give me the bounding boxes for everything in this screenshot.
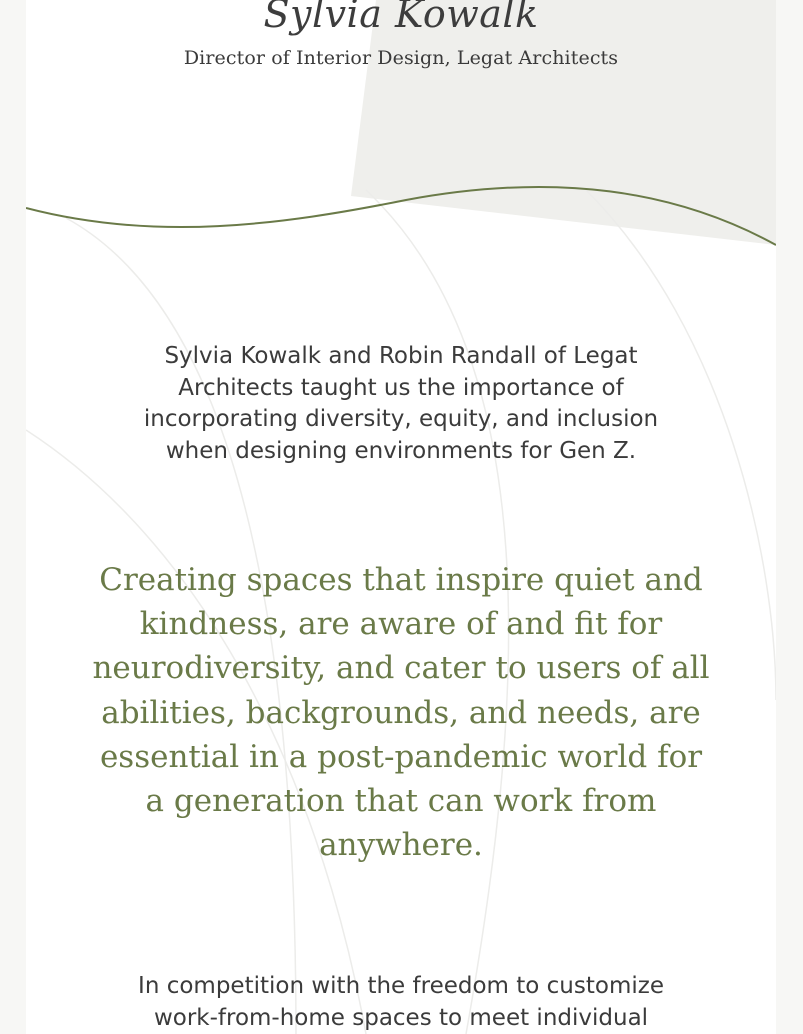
body-paragraph: In competition with the freedom to customize work-from-home spaces to meet individual xyxy=(138,973,664,1031)
pull-quote: Creating spaces that inspire quiet and kindness, are aware of and fit for neurodiversity, and cater to users of all abilities, backgrounds, and needs, are essential in a post-pandemic world for a generation that can work from anywhere. xyxy=(92,562,710,864)
author-role: Director of Interior Design, Legat Architects xyxy=(183,47,619,69)
shaded-corner-panel xyxy=(351,0,776,245)
intro-paragraph: Sylvia Kowalk and Robin Randall of Legat Architects taught us the importance of incorporating diversity, equity, and inclusion when designing environments for Gen Z. xyxy=(143,343,659,464)
article-page xyxy=(26,0,776,1034)
author-signature: Sylvia Kowalk xyxy=(263,0,539,36)
decorative-background xyxy=(26,0,776,1034)
